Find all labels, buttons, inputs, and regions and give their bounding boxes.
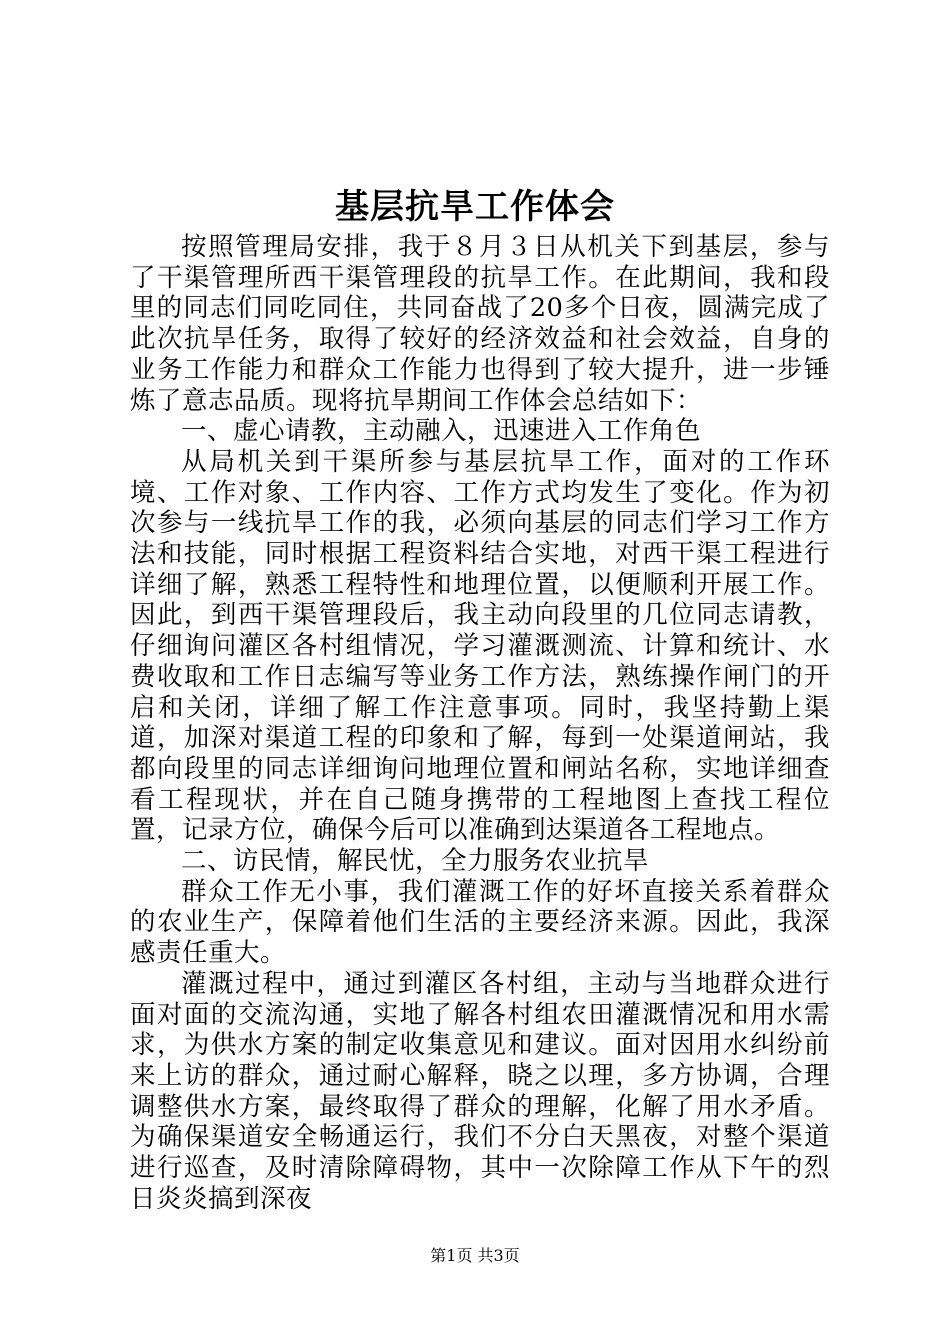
paragraph-section-2b: 灌溉过程中，通过到灌区各村组，主动与当地群众进行面对面的交流沟通，实地了解各村组农田灌溉情况和用水需求，为供水方案的制定收集意见和建议。面对因用水纠纷前来上访的群众，通过耐心解释，晓之以理，多方协调，合理调整供水方案，最终取得了群众的理解，化解了用水矛盾。为确保渠道安全畅通运行，我们不分白天黑夜，对整个渠道进行巡查，及时清除障碍物，其中一次除障工作从下午的烈日炎炎搞到深夜: [130, 968, 830, 1214]
document-title: 基层抗旱工作体会: [335, 187, 615, 227]
paragraph-intro: 按照管理局安排，我于８月３日从机关下到基层，参与了干渠管理所西干渠管理段的抗旱工作。在此期间，我和段里的同志们同吃同住，共同奋战了20多个日夜，圆满完成了此次抗旱任务，取得了较好的经济效益和社会效益，自身的业务工作能力和群众工作能力也得到了较大提升，进一步锤炼了意志品质。现将抗旱期间工作体会总结如下：: [130, 232, 830, 416]
paragraph-section-1: 从局机关到干渠所参与基层抗旱工作，面对的工作环境、工作对象、工作内容、工作方式均发生了变化。作为初次参与一线抗旱工作的我，必须向基层的同志们学习工作方法和技能，同时根据工程资料结合实地，对西干渠工程进行详细了解，熟悉工程特性和地理位置，以便顺利开展工作。因此，到西干渠管理段后，我主动向段里的几位同志请教，仔细询问灌区各村组情况，学习灌溉测流、计算和统计、水费收取和工作日志编写等业务工作方法，熟练操作闸门的开启和关闭，详细了解工作注意事项。同时，我坚持勤上渠道，加深对渠道工程的印象和了解，每到一处渠道闸站，我都向段里的同志详细询问地理位置和闸站名称，实地详细查看工程现状，并在自己随身携带的工程地图上查找工程位置，记录方位，确保今后可以准确到达渠道各工程地点。: [130, 446, 830, 846]
section-heading-1: 一、虚心请教，主动融入，迅速进入工作角色: [181, 416, 702, 447]
section-heading-2: 二、访民情，解民忧，全力服务农业抗旱: [181, 846, 650, 877]
page-footer: 第1页 共3页: [430, 1246, 520, 1265]
document-body: [130, 232, 830, 1215]
paragraph-section-2a: 群众工作无小事，我们灌溉工作的好坏直接关系着群众的农业生产，保障着他们生活的主要经济来源。因此，我深感责任重大。: [130, 876, 830, 969]
